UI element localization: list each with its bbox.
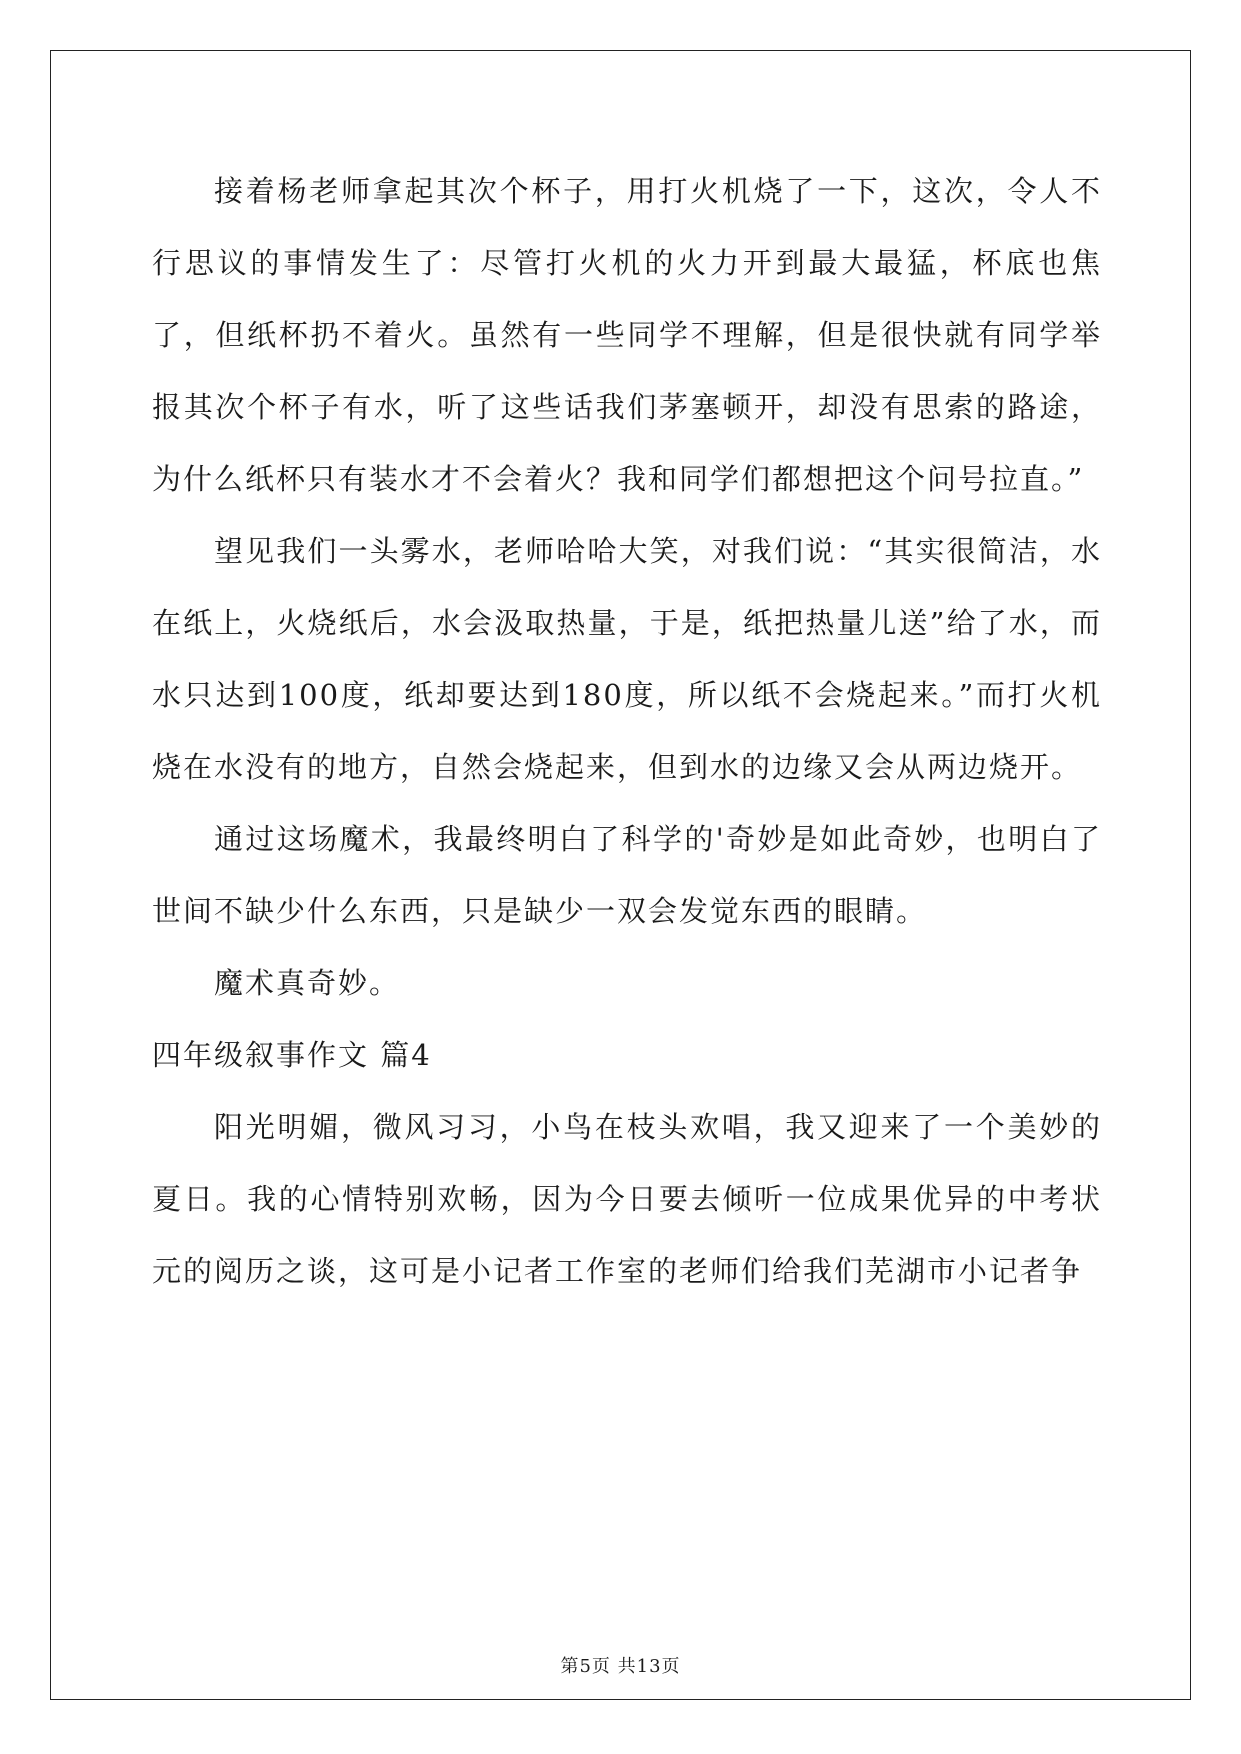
document-body [152,155,1102,1307]
paragraph-summer-day: 阳光明媚，微风习习，小鸟在枝头欢唱，我又迎来了一个美妙的夏日。我的心情特别欢畅，因为今日要去倾听一位成果优异的中考状元的阅历之谈，这可是小记者工作室的老师们给我们芜湖市小记者争 [152,1110,1102,1288]
paragraph-lesson-learned: 通过这场魔术，我最终明白了科学的'奇妙是如此奇妙，也明白了世间不缺少什么东西，只是缺少一双会发觉东西的眼睛。 [152,822,1102,928]
paragraph-teacher-second-cup: 接着杨老师拿起其次个杯子，用打火机烧了一下，这次，令人不行思议的事情发生了：尽管打火机的火力开到最大最猛，杯底也焦了，但纸杯扔不着火。虽然有一些同学不理解，但是很快就有同学举报其次个杯子有水，听了这些话我们茅塞顿开，却没有思索的路途，为什么纸杯只有装水才不会着火？我和同学们都想把这个问号拉直。” [152,174,1102,496]
page-number: 第5页 共13页 [560,1656,681,1677]
section-heading: 四年级叙事作文 篇4 [152,1038,432,1072]
paragraph-magic-conclusion: 魔术真奇妙。 [214,966,401,1000]
paragraph-teacher-explains: 望见我们一头雾水，老师哈哈大笑，对我们说：“其实很简洁，水在纸上，火烧纸后，水会汲取热量，于是，纸把热量儿送”给了水，而水只达到100度，纸却要达到180度，所以纸不会烧起来。”而打火机烧在水没有的地方，自然会烧起来，但到水的边缘又会从两边烧开。 [152,534,1102,784]
